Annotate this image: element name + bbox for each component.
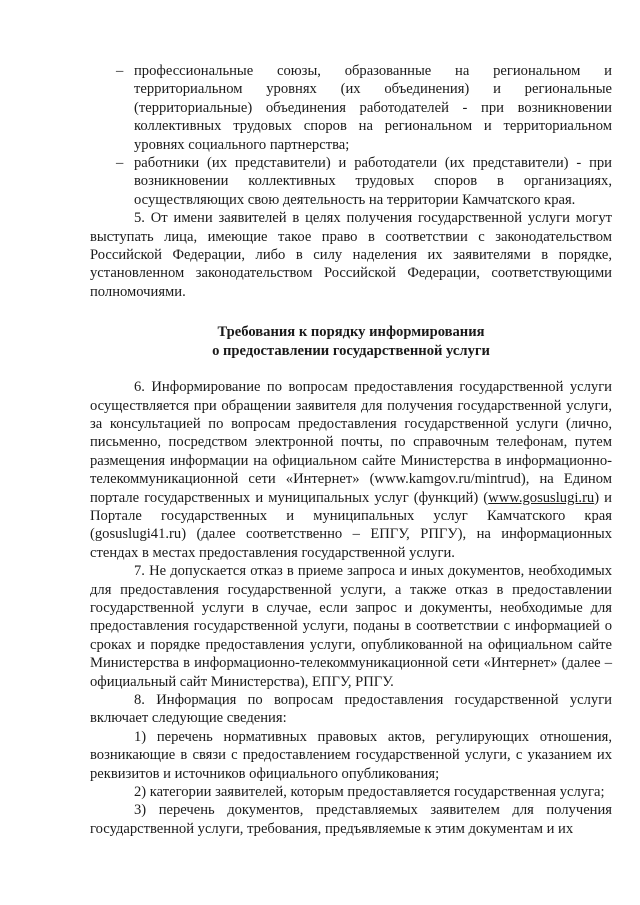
bullet-dash: –: [116, 63, 124, 79]
bullet-dash: –: [116, 155, 124, 172]
paragraph-7: 7. Не допускается отказ в приеме запроса и иных документов, необходимых для предоставления государственной услуги, а также отказ в предоставлении государственной услуги в случае, если запрос и документы, необходимые для предоставления государственной услуги, поданы в соответствии с информацией о сроках и порядке предоставления услуги, опубликованной на официальном сайте Министерства в информационно-телекоммуникационной сети «Интернет» (далее – официальный сайт Министерства), ЕПГУ, РПГУ.: [90, 563, 612, 690]
list-item-1: 1) перечень нормативных правовых актов, регулирующих отношения, возникающие в связи с предоставлением государственной услуги, с указанием их реквизитов и источников официального опубликования;: [90, 728, 612, 782]
paragraph-6-text-after: ) и Портале государственных и муниципальных услуг Камчатского края (gosuslugi41.ru) (далее соответственно – ЕПГУ, РПГУ), на информационных стендах в местах предоставления государственной услуги.: [90, 489, 612, 561]
list-item-3: 3) перечень документов, представляемых заявителем для получения государственной услуги, требования, предъявляемые к этим документам и их: [90, 802, 612, 837]
paragraph-6-text-before: 6. Информирование по вопросам предоставления государственной услуги осуществляется при обращении заявителя для получения государственной услуги, за консультацией по вопросам предоставления государственной услуги (лично, письменно, посредством электронной почты, по справочным телефонам, путем размещения информации на официальном сайте Министерства в информационно-телекоммуникационной сети «Интернет» (www.kamgov.ru/mintrud), на Едином портале государственных и муниципальных услуг (функций) (: [90, 379, 612, 506]
gosuslugi-link[interactable]: www.gosuslugi.ru: [488, 489, 595, 506]
bullet-item-workers-employers: [116, 154, 612, 209]
bullet-text: профессиональные союзы, образованные на региональном и территориальном уровнях (их объединения) и региональные (территориальные) объединения работодателей - при возникновении коллективных трудовых споров на региональном и территориальном уровнях социального партнерства;: [134, 63, 612, 153]
paragraph-8: 8. Информация по вопросам предоставления государственной услуги включает следующие сведения:: [90, 692, 612, 727]
bullet-item-trade-unions: [116, 62, 612, 154]
paragraph-5: 5. От имени заявителей в целях получения государственной услуги могут выступать лица, имеющие такое право в соответствии с законодательством Российской Федерации, либо в силу наделения их заявителями в порядке, установленном законодательством Российской Федерации, соответствующими полномочиями.: [90, 210, 612, 300]
paragraph-6: [90, 378, 612, 562]
bullet-text: работники (их представители) и работодатели (их представители) - при возникновении коллективных трудовых споров в организациях, осуществляющих свою деятельность на территории Камчатского края.: [134, 155, 612, 208]
section-heading-line-2: о предоставлении государственной услуги: [212, 342, 490, 359]
section-heading: [90, 323, 612, 360]
section-heading-line-1: Требования к порядку информирования: [217, 324, 485, 341]
document-body: [90, 62, 612, 838]
list-item-2: 2) категории заявителей, которым предоставляется государственная услуга;: [134, 784, 605, 801]
